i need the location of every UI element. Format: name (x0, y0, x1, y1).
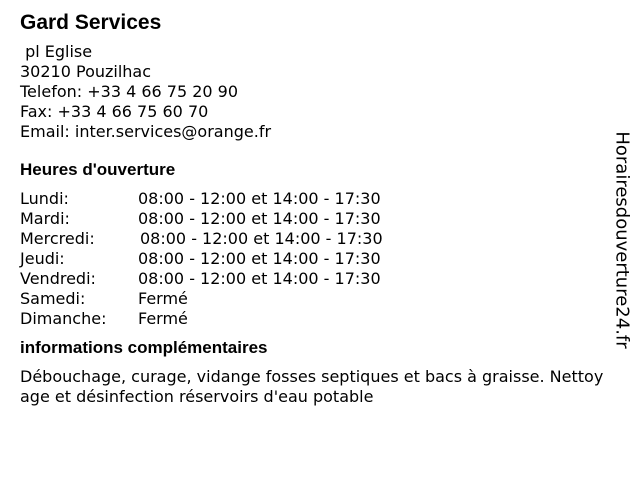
day-label: Lundi: (20, 189, 69, 208)
day-label: Mercredi: (20, 229, 95, 248)
day-hours: Fermé (138, 289, 188, 308)
day-label: Dimanche: (20, 309, 107, 328)
fax-number: Fax: +33 4 66 75 60 70 (20, 102, 209, 121)
hours-row-tuesday (20, 209, 625, 229)
day-label: Mardi: (20, 209, 70, 228)
phone-number: Telefon: +33 4 66 75 20 90 (20, 82, 239, 101)
business-name: Gard Services (20, 11, 162, 34)
email-address: Email: inter.services@orange.fr (20, 122, 272, 141)
hours-row-sunday (20, 309, 625, 329)
day-hours: 08:00 - 12:00 et 14:00 - 17:30 (138, 249, 381, 268)
hours-row-wednesday (20, 229, 625, 249)
address-street: pl Eglise (20, 42, 93, 61)
day-hours: 08:00 - 12:00 et 14:00 - 17:30 (138, 189, 381, 208)
day-label: Jeudi: (20, 249, 65, 268)
address-city: 30210 Pouzilhac (20, 62, 152, 81)
hours-row-friday (20, 269, 625, 289)
opening-hours-heading: Heures d'ouverture (20, 160, 176, 179)
hours-row-saturday (20, 289, 625, 309)
day-label: Samedi: (20, 289, 86, 308)
day-hours: 08:00 - 12:00 et 14:00 - 17:30 (140, 229, 383, 248)
day-label: Vendredi: (20, 269, 96, 288)
opening-hours-list (20, 189, 625, 329)
day-hours: Fermé (138, 309, 188, 328)
hours-row-monday (20, 189, 625, 209)
site-watermark: Horairesdouverture24.fr (611, 131, 633, 349)
hours-row-thursday (20, 249, 625, 269)
day-hours: 08:00 - 12:00 et 14:00 - 17:30 (138, 209, 381, 228)
day-hours: 08:00 - 12:00 et 14:00 - 17:30 (138, 269, 381, 288)
business-card (20, 10, 625, 407)
service-description: Débouchage, curage, vidange fosses septiques et bacs à graisse. Nettoyage et désinfection réservoirs d'eau potable (20, 367, 604, 406)
additional-info-heading: informations complémentaires (20, 338, 268, 357)
